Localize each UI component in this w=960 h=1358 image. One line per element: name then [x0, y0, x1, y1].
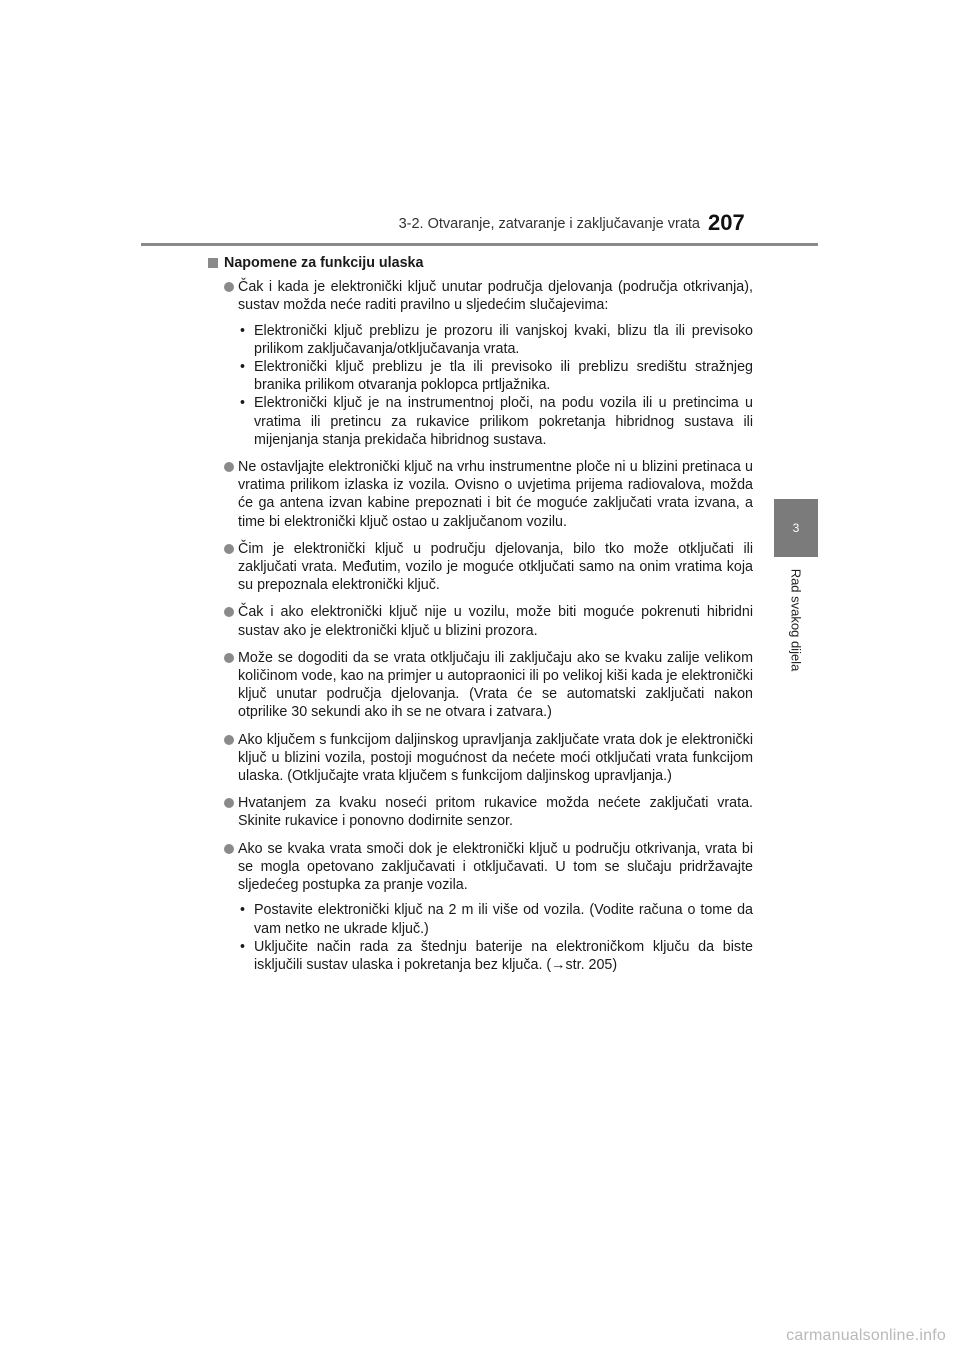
sub-bullet-icon: • [240, 322, 246, 339]
sub-list-item [238, 358, 753, 394]
sub-item-text: Elektronički ključ preblizu je tla ili previsoko ili preblizu središtu stražnjeg branika prilikom otvaranja poklopca prtljažnika. [254, 359, 753, 394]
bullet-text: Čim je elektronički ključ u području djelovanja, bilo tko može otključati ili zaključati vrata. Međutim, vozilo je moguće otključati samo na onim vratima koja su prepoznala elektronički ključ. [238, 540, 753, 594]
page-number: 207 [708, 210, 745, 235]
circle-bullet-icon [224, 844, 234, 854]
circle-bullet-icon [224, 735, 234, 745]
content-area [208, 254, 753, 983]
header-rule [141, 243, 818, 246]
bullet-text: Hvatanjem za kvaku noseći pritom rukavice možda nećete zaključati vrata. Skinite rukavice i ponovno dodirnite senzor. [238, 795, 753, 830]
circle-bullet-icon [224, 653, 234, 663]
sub-item-text: Elektronički ključ je na instrumentnoj ploči, na podu vozila ili u pretincima u vratima ili pretincu za rukavice prilikom pokretanja hibridnog sustava ili mijenjanja stanja prekidača hibridnog sustava. [254, 395, 753, 448]
bullet-text: Ako se kvaka vrata smoči dok je elektronički ključ u području otkrivanja, vrata bi se mogla opetovano zaključavati i otključavati. U tom se slučaju pridržavajte sljedećeg postupka za pranje vozila. [238, 840, 753, 894]
bullet-text: Može se dogoditi da se vrata otključaju ili zaključaju ako se kvaku zalije velikom količinom vode, kao na primjer u autopraonici ili po velikoj kiši kada je elektronički ključ unutar područja djelovanja. (Vrata će se automatski zaključati nakon otprilike 30 sekundi ako ih se ne otvara i zatvara.) [238, 649, 753, 721]
bullet-text: Ne ostavljajte elektronički ključ na vrhu instrumentne ploče ni u blizini pretinaca u vratima prilikom izlaska iz vozila. Ovisno o uvjetima prijema radiovalova, možda će ga antena izvan kabine prepoznati i bit će moguće zaključati vrata izvana, a time bi elektronički ključ ostao u zaključanom vozilu. [238, 459, 753, 530]
bullet-item [208, 458, 753, 531]
sub-list [238, 901, 753, 974]
square-bullet-icon [208, 258, 218, 268]
section-heading-text: Napomene za funkciju ulaska [224, 255, 424, 271]
bullet-list [208, 278, 753, 974]
bullet-text: Čak i ako elektronički ključ nije u vozilu, može biti moguće pokrenuti hibridni sustav ako je elektronički ključ u blizini prozora. [238, 604, 753, 639]
section-heading [208, 254, 753, 272]
bullet-item [208, 649, 753, 722]
sub-bullet-icon: • [240, 902, 246, 919]
sub-item-text: Postavite elektronički ključ na 2 m ili više od vozila. (Vodite računa o tome da vam netko ne ukrade ključ.) [254, 902, 753, 937]
chapter-tab [774, 499, 818, 557]
bullet-item [208, 731, 753, 786]
bullet-item [208, 278, 753, 449]
section-title: 3-2. Otvaranje, zatvaranje i zaključavanje vrata [398, 216, 700, 232]
sub-list-item [238, 938, 753, 974]
bullet-text: Čak i kada je elektronički ključ unutar područja djelovanja (područja otkrivanja), sustav možda neće raditi pravilno u sljedećim slučajevima: [238, 279, 753, 314]
circle-bullet-icon [224, 462, 234, 472]
circle-bullet-icon [224, 798, 234, 808]
sub-bullet-icon: • [240, 359, 246, 376]
sub-item-text: Elektronički ključ preblizu je prozoru ili vanjskoj kvaki, blizu tla ili previsoko prilikom zaključavanja/otključavanja vrata. [254, 322, 753, 357]
circle-bullet-icon [224, 607, 234, 617]
bullet-item [208, 840, 753, 974]
bullet-item [208, 540, 753, 595]
chapter-number: 3 [792, 521, 800, 535]
circle-bullet-icon [224, 544, 234, 554]
sub-bullet-icon: • [240, 938, 246, 955]
sub-list-item [238, 322, 753, 358]
sub-list [238, 322, 753, 449]
circle-bullet-icon [224, 282, 234, 292]
sub-bullet-icon: • [240, 395, 246, 412]
sub-item-text: Uključite način rada za štednju baterije na elektroničkom ključu da biste isključili sustav ulaska i pokretanja bez ključa. (→str. 205) [254, 938, 753, 973]
bullet-text: Ako ključem s funkcijom daljinskog upravljanja zaključate vrata dok je elektronički ključ u blizini vozila, postoji mogućnost da nećete moći otključati vrata funkcijom ulaska. (Otključajte vrata ključem s funkcijom daljinskog upravljanja.) [238, 731, 753, 785]
bullet-item [208, 794, 753, 830]
chapter-label: Rad svakog dijela [788, 568, 804, 672]
footer-watermark: carmanualsonline.info [786, 1327, 946, 1344]
sub-list-item [238, 394, 753, 449]
sub-list-item [238, 901, 753, 937]
bullet-item [208, 603, 753, 639]
